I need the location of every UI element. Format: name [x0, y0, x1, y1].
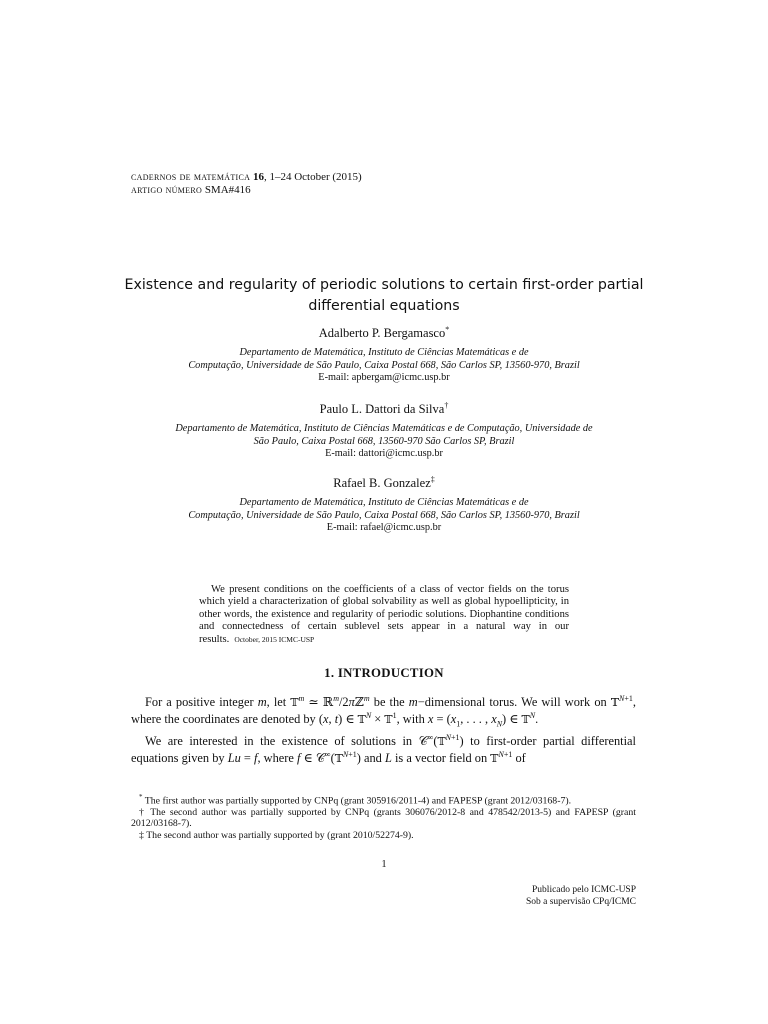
- section-heading: 1. INTRODUCTION: [324, 666, 444, 680]
- footnote: † The second author was partially supported by CNPq (grants 306076/2012-8 and 478542/2013-5) and FAPESP (grant 2012/03168-7).: [131, 806, 636, 830]
- title-line-1: Existence and regularity of periodic solutions to certain first-order partial: [124, 277, 644, 293]
- journal-pages-date: , 1–24 October (2015): [263, 171, 362, 183]
- author-name-text: Paulo L. Dattori da Silva: [319, 402, 445, 417]
- title-line-2: differential equations: [308, 298, 460, 314]
- footnotes: [131, 792, 636, 842]
- page-number: 1: [381, 859, 387, 870]
- author-block-2: [0, 398, 768, 461]
- abstract: [199, 584, 569, 646]
- intro-paragraph-1: For a positive integer m, let 𝕋$^m$ ≃ ℝ$^m$/2πℤ$^m$ be the m−dimensional torus. We will work on 𝕋$^{N+1}$, where the coordinates are denoted by (x, t) ∈ 𝕋$^N$ × 𝕋$^1$, with $x = (x_1$, . . . , $x_N$) ∈ 𝕋$^N$.: [131, 693, 636, 729]
- publisher-line-1: Publicado pelo ICMC-USP: [532, 885, 636, 895]
- author-affiliation: [0, 347, 768, 385]
- affiliation-line-2: Computação, Universidade de São Paulo, Caixa Postal 668, São Carlos SP, 13560-970, Brazil: [188, 359, 580, 371]
- author-email: E-mail: apbergam@icmc.usp.br: [318, 372, 450, 384]
- article-number: SMA#416: [204, 184, 251, 196]
- journal-line: [131, 171, 362, 184]
- abstract-text: We present conditions on the coefficients of a class of vector fields on the torus which yield a characterization of global solvability as well as global hypoellipticity, in other words, the existence and regularity of periodic solutions. Diophantine conditions and connectedness of certain sublevel sets appear in a natural way in our results.: [199, 584, 569, 645]
- paper-title: [0, 275, 768, 317]
- author-affiliation: [0, 423, 768, 461]
- author-footnote-mark: †: [444, 401, 449, 410]
- footnote: * The first author was partially supported by CNPq (grant 305916/2011-4) and FAPESP (grant 2012/03168-7).: [139, 793, 572, 807]
- author-name-text: Rafael B. Gonzalez: [333, 476, 431, 491]
- affiliation-line-1: Departamento de Matemática, Instituto de Ciências Matemáticas e de: [239, 497, 529, 509]
- author-block-3: [0, 472, 768, 535]
- author-block-1: [0, 322, 768, 385]
- journal-name: cadernos de matemática: [131, 171, 251, 183]
- affiliation-line-1: Departamento de Matemática, Instituto de Ciências Matemáticas e de: [239, 347, 529, 359]
- journal-volume: 16: [252, 171, 264, 183]
- publisher-line-2: Sob a supervisão CPq/ICMC: [525, 896, 636, 907]
- affiliation-line-2: Computação, Universidade de São Paulo, Caixa Postal 668, São Carlos SP, 13560-970, Brazil: [188, 509, 580, 521]
- journal-header: [131, 171, 362, 197]
- author-name: [0, 398, 768, 417]
- footnote: ‡ The second author was partially supported by (grant 2010/52274-9).: [139, 830, 414, 842]
- author-affiliation: [0, 497, 768, 535]
- abstract-tag: October, 2015 ICMC-USP: [234, 634, 315, 644]
- author-footnote-mark: ‡: [430, 475, 435, 484]
- author-email: E-mail: rafael@icmc.usp.br: [326, 522, 442, 534]
- author-email: E-mail: dattori@icmc.usp.br: [325, 448, 443, 460]
- article-label: artigo número: [131, 184, 203, 196]
- author-name: [0, 472, 768, 491]
- author-footnote-mark: *: [445, 325, 450, 334]
- article-line: [131, 184, 362, 197]
- publisher-note: [526, 885, 636, 908]
- affiliation-line-1: Departamento de Matemática, Instituto de Ciências Matemáticas e de Computação, Universidade de: [175, 423, 593, 435]
- author-name: [0, 322, 768, 341]
- author-name-text: Adalberto P. Bergamasco: [318, 326, 446, 341]
- affiliation-line-2: São Paulo, Caixa Postal 668, 13560-970 São Carlos SP, Brazil: [253, 435, 515, 447]
- introduction-text: [131, 694, 636, 767]
- intro-paragraph-2: We are interested in the existence of solutions in 𝒞∞(𝕋$^{N+1}$) to first-order partial differential equations given by Lu = f, where f ∈ 𝒞∞(𝕋$^{N+1}$) and L is a vector field on 𝕋$^{N+1}$ of: [131, 732, 636, 766]
